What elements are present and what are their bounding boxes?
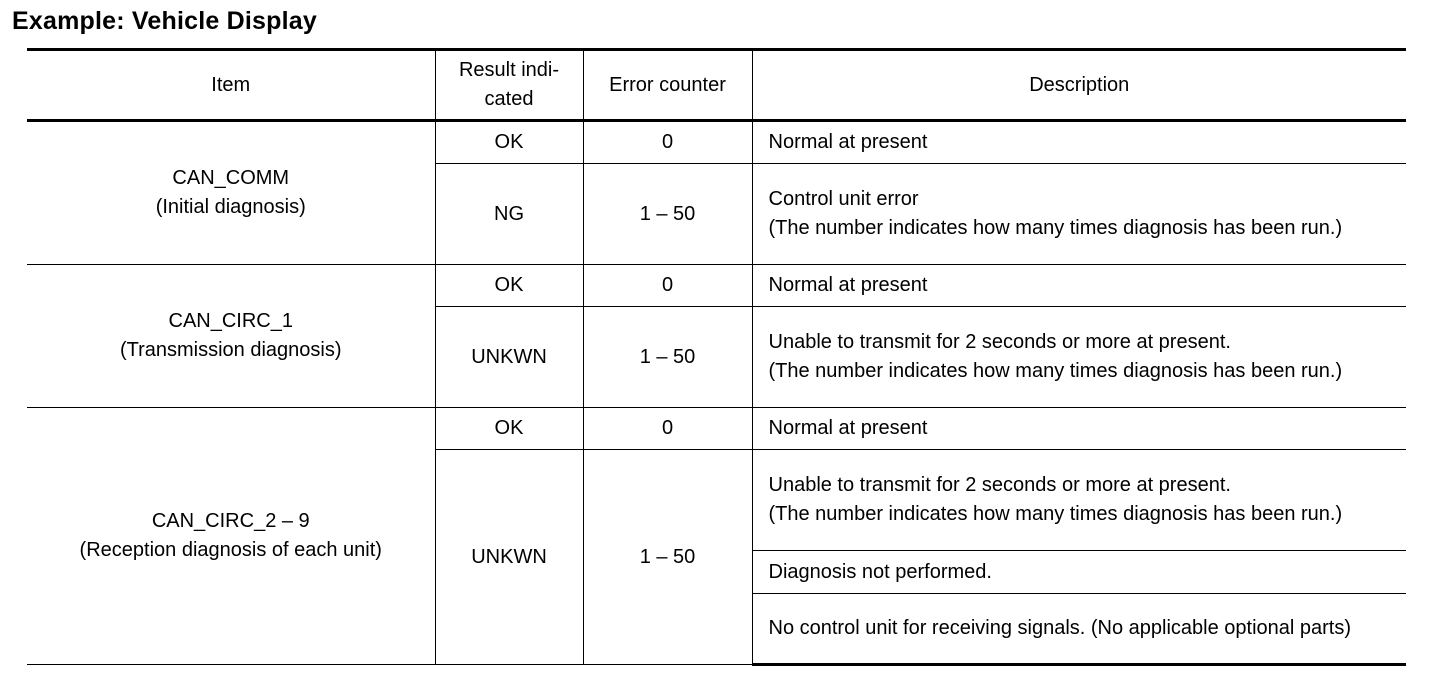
- description-cell: [752, 408, 1406, 450]
- description-cell: [752, 265, 1406, 307]
- header-row: [27, 50, 1406, 121]
- counter-cell: 0: [583, 121, 752, 164]
- header-item: Item: [27, 50, 435, 121]
- header-result: [435, 50, 583, 121]
- item-name: CAN_COMM: [172, 167, 290, 189]
- counter-cell: 0: [583, 265, 752, 307]
- counter-cell: 1 – 50: [583, 450, 752, 665]
- description-cell: [752, 594, 1406, 665]
- header-error-counter: Error counter: [583, 50, 752, 121]
- counter-cell: 0: [583, 408, 752, 450]
- description-text: Control unit error: [768, 188, 919, 210]
- page-title: Example: Vehicle Display: [12, 7, 317, 35]
- result-cell: OK: [435, 121, 583, 164]
- result-cell: OK: [435, 265, 583, 307]
- description-cell: [752, 121, 1406, 164]
- result-cell: UNKWN: [435, 450, 583, 665]
- result-cell: OK: [435, 408, 583, 450]
- result-cell: UNKWN: [435, 307, 583, 408]
- item-cell: [27, 408, 435, 665]
- description-text: No control unit for receiving signals. (No applicable optional parts): [768, 617, 1352, 639]
- header-description: Description: [752, 50, 1406, 121]
- result-cell: NG: [435, 164, 583, 265]
- description-cell: [752, 551, 1406, 594]
- item-subtitle: (Reception diagnosis of each unit): [79, 539, 382, 561]
- counter-cell: 1 – 50: [583, 307, 752, 408]
- description-cell: [752, 450, 1406, 551]
- header-result-label: Result indi- cated: [458, 59, 560, 110]
- table-row: [27, 265, 1406, 307]
- description-cell: [752, 164, 1406, 265]
- description-text: Normal at present: [768, 131, 928, 153]
- item-cell: [27, 121, 435, 265]
- description-text: Diagnosis not performed.: [768, 560, 992, 583]
- vehicle-display-table: [27, 48, 1406, 666]
- description-note: (The number indicates how many times diagnosis has been run.): [768, 360, 1343, 382]
- item-subtitle: (Initial diagnosis): [155, 196, 306, 218]
- item-name: CAN_CIRC_2 – 9: [151, 510, 310, 532]
- description-note: (The number indicates how many times diagnosis has been run.): [768, 217, 1343, 239]
- description-cell: [752, 307, 1406, 408]
- item-subtitle: (Transmission diagnosis): [119, 339, 342, 361]
- table-row: [27, 121, 1406, 164]
- counter-cell: 1 – 50: [583, 164, 752, 265]
- item-name: CAN_CIRC_1: [168, 310, 293, 332]
- table-row: [27, 408, 1406, 450]
- description-note: (The number indicates how many times diagnosis has been run.): [768, 503, 1343, 525]
- item-cell: [27, 265, 435, 408]
- description-text: Unable to transmit for 2 seconds or more at present.: [768, 331, 1231, 353]
- description-text: Normal at present: [768, 274, 928, 296]
- description-text: Normal at present: [768, 417, 928, 439]
- description-text: Unable to transmit for 2 seconds or more at present.: [768, 474, 1231, 496]
